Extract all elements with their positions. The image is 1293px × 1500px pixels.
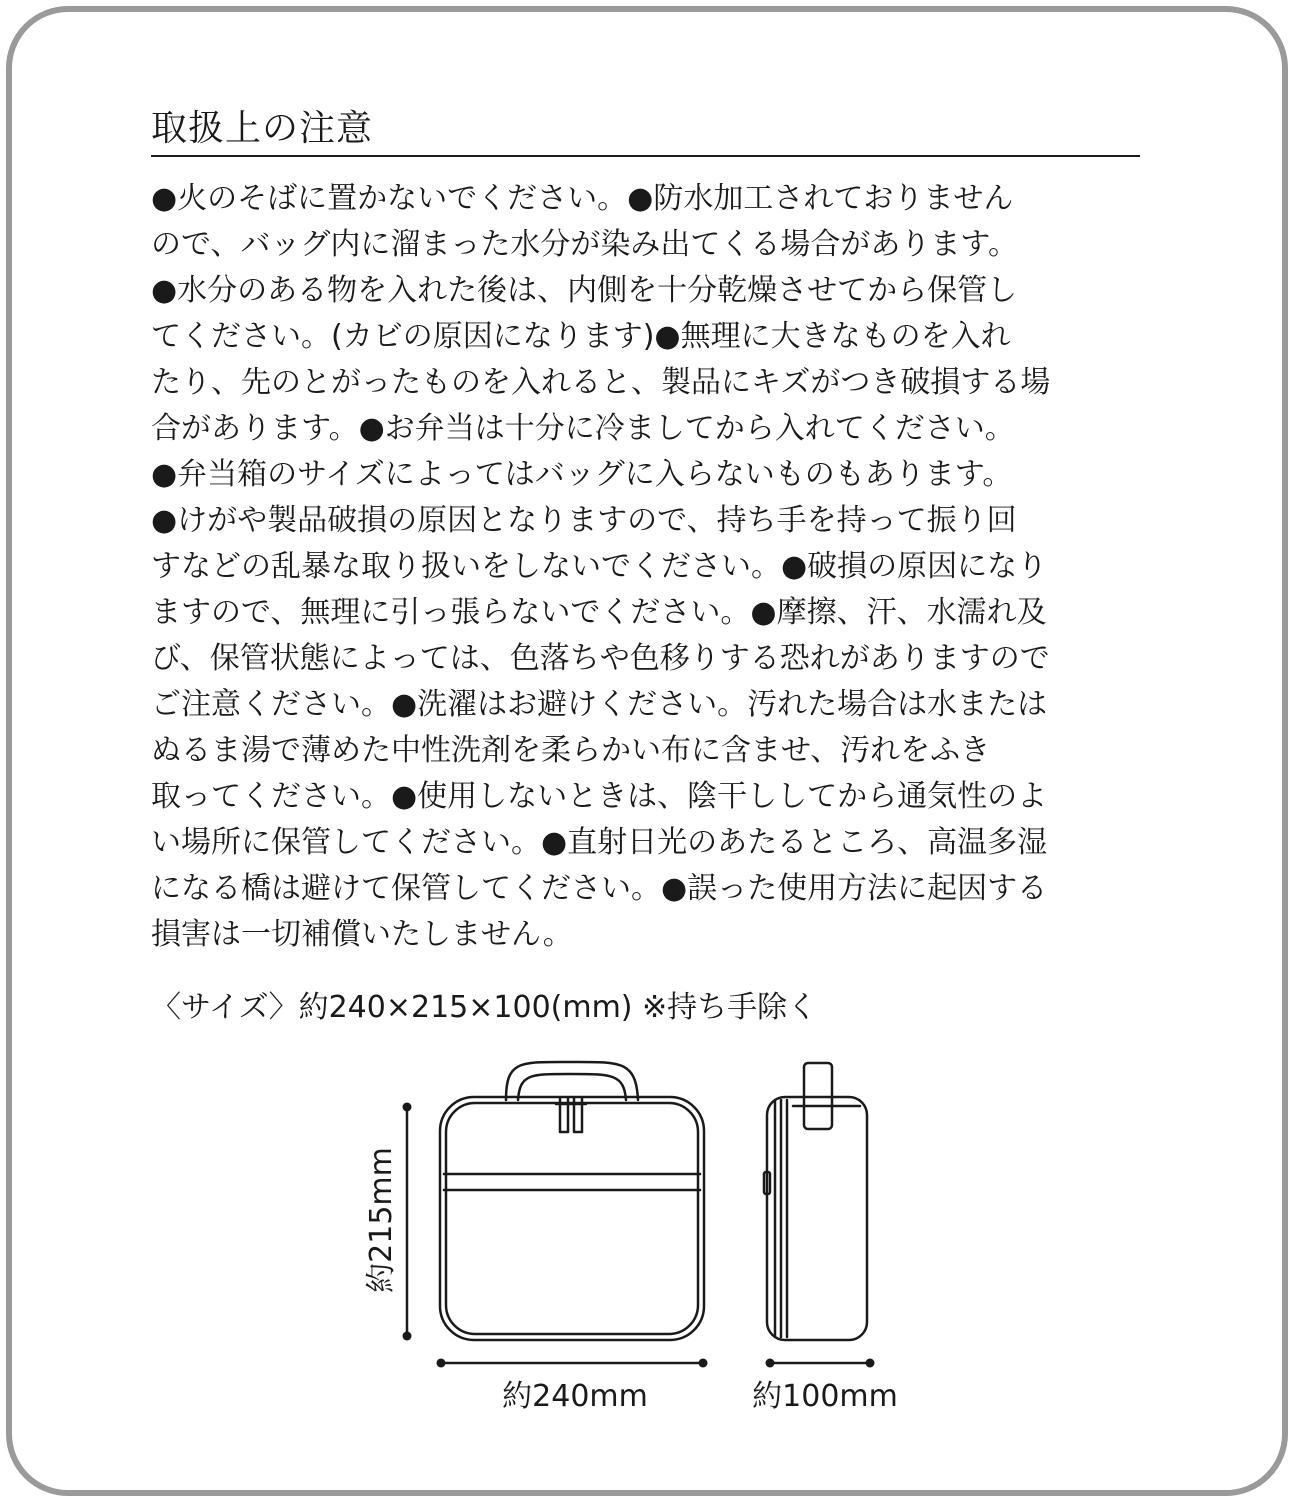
note-line: ので、バッグ内に溜まった水分が染み出てくる場合があります。 [151,227,1018,262]
bag-body-inner [446,1103,698,1334]
bag-front-illustration [440,1062,704,1340]
note-line: ますので、無理に引っ張らないでください。●摩擦、汗、水濡れ及 [151,595,1047,630]
note-line: ●火のそばに置かないでください。●防水加工されておりません [151,181,1014,216]
note-line: ●弁当箱のサイズによってはバッグに入らないものもあります。 [151,457,1013,492]
note-line: てください。(カビの原因になります)●無理に大きなものを入れ [151,319,1011,354]
page-title: 取扱上の注意 [151,108,374,149]
bag-side-illustration [764,1063,867,1340]
bag-body-outer [440,1097,704,1340]
note-line: い場所に保管してください。●直射日光のあたるところ、高温多湿 [151,825,1048,860]
note-line: ●けがや製品破損の原因となりますので、持ち手を持って振り回 [151,503,1017,538]
height-label: 約215mm [364,1147,399,1293]
note-line: すなどの乱暴な取り扱いをしないでください。●破損の原因になり [151,549,1048,584]
note-line: ぬるま湯で薄めた中性洗剤を柔らかい布に含ませ、汚れをふき [151,733,991,768]
note-line: ご注意ください。●洗濯はお避けください。汚れた場合は水または [151,687,1048,722]
note-line: 取ってください。●使用しないときは、陰干ししてから通気性のよ [151,779,1048,814]
note-line: び、保管状態によっては、色落ちや色移りする恐れがありますので [151,641,1050,676]
note-line: になる橋は避けて保管してください。●誤った使用方法に起因する [151,871,1048,906]
note-line: たり、先のとがったものを入れると、製品にキズがつき破損する場 [151,365,1051,400]
note-line: 合があります。●お弁当は十分に冷ましてから入れてください。 [151,411,1015,446]
size-spec: 〈サイズ〉約240×215×100(mm) ※持ち手除く [151,990,818,1025]
note-line: 損害は一切補償いたしません。 [151,917,573,952]
note-line: ●水分のある物を入れた後は、内側を十分乾燥させてから保管し [151,273,1018,308]
width-label: 約240mm [502,1379,648,1414]
depth-label: 約100mm [752,1379,898,1414]
